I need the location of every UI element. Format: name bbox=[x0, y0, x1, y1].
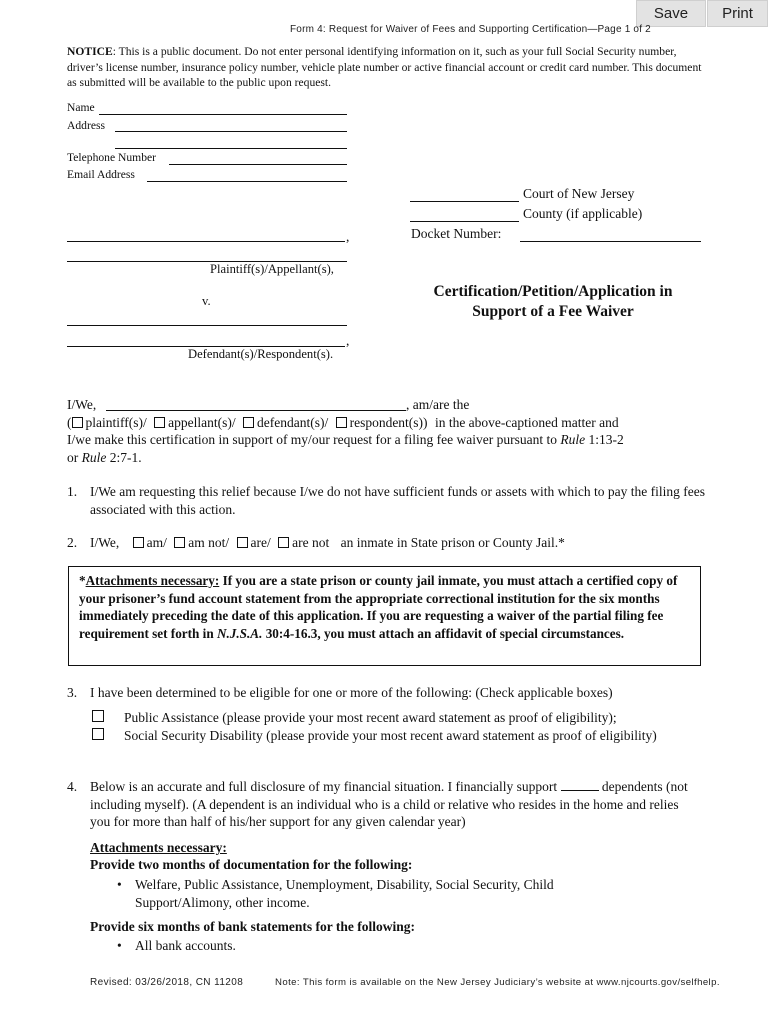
two-months-item: • Welfare, Public Assistance, Unemployment, Disability, Social Security, Child Support/Alimony, other income. bbox=[135, 876, 635, 911]
party-options-line bbox=[67, 414, 717, 432]
two-months-heading: Provide two months of documentation for the following: bbox=[90, 857, 413, 872]
rule-1-number: 1:13-2 bbox=[585, 432, 624, 447]
public-assistance-checkbox[interactable] bbox=[92, 710, 104, 722]
rule-1-italic: Rule bbox=[560, 432, 586, 447]
plaintiff-field-1[interactable] bbox=[67, 241, 345, 242]
attach-text-1: If you are a state prison or county jail inmate, you must attach a certified copy of your prisoner’s fund account statement from the appropriate correctional institution for the six months immediately preceding the date of this application. If you are requesting a waiver of the partial filing fee requirement set forth in bbox=[79, 573, 678, 641]
open-paren: ( bbox=[67, 415, 72, 430]
appellant-option-label: appellant(s)/ bbox=[168, 415, 236, 430]
address-label: Address bbox=[67, 119, 105, 132]
notice-paragraph bbox=[67, 44, 707, 91]
docket-field[interactable] bbox=[520, 241, 701, 242]
am-not-checkbox[interactable] bbox=[174, 537, 185, 548]
intro-line-3 bbox=[67, 431, 624, 449]
rule-2-italic: Rule bbox=[81, 450, 107, 465]
email-field[interactable] bbox=[147, 181, 347, 182]
inmate-attachments-box bbox=[68, 566, 701, 666]
names-field[interactable] bbox=[106, 410, 406, 411]
statute-italic: N.J.S.A. bbox=[216, 625, 263, 641]
respondent-checkbox[interactable] bbox=[336, 417, 347, 428]
are-not-option-label: are not bbox=[292, 535, 330, 550]
county-field[interactable] bbox=[410, 221, 519, 222]
county-label: County (if applicable) bbox=[523, 206, 643, 221]
item-4-attach-heading: Attachments necessary: bbox=[90, 840, 227, 855]
item-2-iwe: I/We, bbox=[90, 535, 120, 550]
respondent-option-label: respondent(s)) bbox=[349, 415, 428, 430]
email-label: Email Address bbox=[67, 168, 135, 181]
attach-heading: Attachments necessary: bbox=[85, 573, 220, 588]
six-months-heading: Provide six months of bank statements for the following: bbox=[90, 919, 416, 934]
are-not-checkbox[interactable] bbox=[278, 537, 289, 548]
intro-iwe: I/We, bbox=[67, 397, 97, 412]
caption-comma-1: , bbox=[346, 229, 350, 244]
address-field-1[interactable] bbox=[115, 131, 347, 132]
name-label: Name bbox=[67, 101, 95, 114]
title-line-2: Support of a Fee Waiver bbox=[472, 303, 634, 320]
item-4-text-pre: Below is an accurate and full disclosure of my financial situation. I financially support bbox=[90, 779, 561, 794]
item-2-tail: an inmate in State prison or County Jail.* bbox=[340, 535, 565, 550]
intro-line-3-text: I/we make this certification in support of my/our request for a filing fee waiver pursuant to bbox=[67, 432, 561, 447]
dependents-count-field[interactable] bbox=[561, 779, 599, 791]
ssd-label: Social Security Disability (please provide your most recent award statement as proof of eligibility) bbox=[124, 728, 657, 743]
document-title bbox=[398, 282, 708, 322]
notice-text: : This is a public document. Do not enter personal identifying information on it, such as your full Social Security number, driver’s license number, insurance policy number, vehicle plate number or active financial account or credit card number. This document as submitted will be available to the public upon request. bbox=[67, 45, 702, 90]
versus-label: v. bbox=[202, 294, 211, 308]
am-checkbox[interactable] bbox=[133, 537, 144, 548]
name-field[interactable] bbox=[99, 114, 347, 115]
defendant-option-label: defendant(s)/ bbox=[256, 415, 329, 430]
attach-text-2: 30:4-16.3, you must attach an affidavit of special circumstances. bbox=[262, 625, 625, 641]
plaintiff-checkbox[interactable] bbox=[72, 417, 83, 428]
save-button[interactable]: Save bbox=[636, 0, 706, 27]
intro-line-4 bbox=[67, 449, 142, 467]
appellant-checkbox[interactable] bbox=[154, 417, 165, 428]
public-assistance-label: Public Assistance (please provide your most recent award statement as proof of eligibility); bbox=[124, 710, 617, 725]
docket-label: Docket Number: bbox=[411, 226, 502, 241]
form-header: Form 4: Request for Waiver of Fees and Supporting Certification—Page 1 of 2 bbox=[290, 24, 651, 35]
item-1-number: 1. bbox=[67, 484, 78, 499]
intro-tail-1: in the above-captioned matter and bbox=[434, 415, 619, 430]
intro-line-4-text: or bbox=[67, 450, 82, 465]
court-field[interactable] bbox=[410, 201, 519, 202]
attach-star: * bbox=[79, 573, 86, 588]
item-3-number: 3. bbox=[67, 685, 78, 700]
ssd-checkbox[interactable] bbox=[92, 728, 104, 740]
are-option-label: are/ bbox=[250, 535, 271, 550]
plaintiff-option-label: plaintiff(s)/ bbox=[85, 415, 147, 430]
item-4-number: 4. bbox=[67, 779, 78, 794]
intro-amare: , am/are the bbox=[406, 397, 470, 412]
item-2-number: 2. bbox=[67, 535, 78, 550]
print-button[interactable]: Print bbox=[707, 0, 768, 27]
footer-note: Note: This form is available on the New Jersey Judiciary’s website at www.njcourts.gov/selfhelp. bbox=[275, 977, 720, 988]
phone-field[interactable] bbox=[169, 164, 347, 165]
court-label: Court of New Jersey bbox=[523, 186, 635, 201]
defendant-label: Defendant(s)/Respondent(s). bbox=[188, 347, 334, 361]
footer-revised: Revised: 03/26/2018, CN 11208 bbox=[90, 977, 244, 988]
defendant-checkbox[interactable] bbox=[243, 417, 254, 428]
item-2-line bbox=[90, 534, 710, 552]
rule-2-number: 2:7-1. bbox=[106, 450, 142, 465]
plaintiff-label: Plaintiff(s)/Appellant(s), bbox=[210, 262, 334, 276]
item-4-text bbox=[90, 778, 702, 831]
am-option-label: am/ bbox=[146, 535, 167, 550]
caption-comma-2: , bbox=[346, 333, 350, 348]
am-not-option-label: am not/ bbox=[188, 535, 230, 550]
item-4-text-post: dependents (not including myself). (A dependent is an individual who is a child or relative who resides in the home and relies you for more than half of his/her support for any given calendar year) bbox=[90, 779, 688, 829]
address-field-2[interactable] bbox=[115, 148, 347, 149]
title-line-1: Certification/Petition/Application in bbox=[433, 283, 673, 300]
defendant-field-1[interactable] bbox=[67, 325, 347, 326]
item-1-text: I/We am requesting this relief because I/we do not have sufficient funds or assets with which to pay the filing fees associated with this action. bbox=[90, 484, 705, 517]
are-checkbox[interactable] bbox=[237, 537, 248, 548]
six-months-item: • All bank accounts. bbox=[135, 937, 635, 955]
item-3-text: I have been determined to be eligible for one or more of the following: (Check applicable boxes) bbox=[90, 685, 613, 700]
notice-label: NOTICE bbox=[67, 45, 113, 58]
phone-label: Telephone Number bbox=[67, 151, 157, 164]
